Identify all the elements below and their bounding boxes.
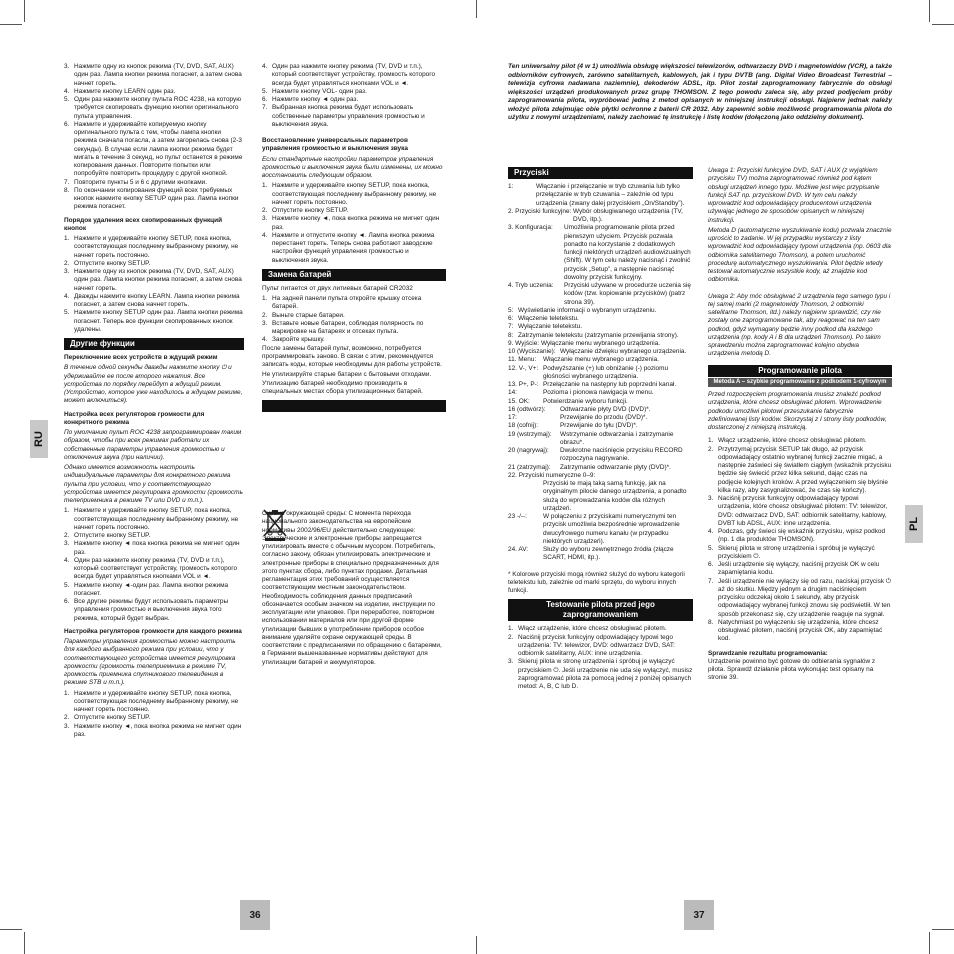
list-item: 5: Wyświetlanie informacji o wybranym urządzeniu. xyxy=(508,306,657,314)
list-item: 5. Один раз нажмите кнопку пульта ROC 4238, на которую требуется скопировать функцию кнопки оригинального пульта управления. xyxy=(64,96,242,120)
list-item: 2. Отпустите кнопку SETUP. xyxy=(64,532,151,539)
list-item: 1. Нажмите и удерживайте кнопку SETUP, пока кнопка, соответствующая последнему выбранному режиму, не начнет гореть постоянно. xyxy=(64,235,239,259)
intro-paragraph: Ten uniwersalny pilot (4 w 1) umożliwia obsługę większości telewizorów, odtwarzaczy DVD i magnetowidów (VCR), a także odbiorników cyfrowych, zarówno satelitarnych, kablowych, jak i typu DVTB (ang. Digital Video Broadcast Terrestrial – telewizja cyfrowa nadawana naziemnie), dekoderów ADSL, itp. Pilot został zaprogramowany fabrycznie do obsługi większości urządzeń produkowanych przez grupę THOMSON. Z tego powodu zaleca się, aby przed podjęciem próby zaprogramowania pilota, wypróbować jedną z metod opisanych w niniejszej instrukcji obsługi. Najpierw jednak należy włożyć pilota zdejmując obie płytki ochronne z baterii CR 2032. Aby zapewnić sobie możliwość programowania pilota do użytku z nowymi urządzeniami, należy zachować tę instrukcję i listę kodów (dołączoną jako oddzielny dokument). xyxy=(508,63,892,121)
list-item: 15. OK: Potwierdzanie wyboru funkcji. xyxy=(508,397,628,405)
paragraph: Пульт питается от двух литиевых батарей CR2032 xyxy=(262,284,413,292)
list-item: 16 (odtwórz): Odtwarzanie płyty DVD (DVD)*. xyxy=(508,405,651,413)
list-item: 4. Нажмите кнопку LEARN один раз. xyxy=(64,87,176,95)
list-item: 1. Włącz urządzenie, które chcesz obsługiwać pilotem. xyxy=(708,437,867,445)
list-item: 8. По окончании копирования функций всех требуемых кнопок нажмите кнопку SETUP один раз. Лампа кнопки режима погаснет. xyxy=(64,186,239,211)
list-item: 10 (Wyciszanie): Wyłączanie dźwięku wybranego urządzenia. xyxy=(508,348,687,355)
section-header-blank xyxy=(262,400,446,412)
crop-mark xyxy=(0,24,22,25)
paragraph: Если стандартные настройки параметров управления громкостью и выключения звука были изменены, их можно восстановить следующим образом. xyxy=(262,155,443,179)
list-item: 4. Закройте крышку. xyxy=(262,336,325,344)
page-number-left: 36 xyxy=(240,900,270,930)
crop-mark xyxy=(932,24,954,25)
section-header-test: Testowanie pilota przed jego zaprogramowaniem xyxy=(508,599,693,621)
column-pl-2 xyxy=(708,167,892,685)
list-item: 9. Wyjście: Wyłączanie menu wybranego urządzenia. xyxy=(508,339,661,347)
heading-volume-all: Настройка всех регуляторов громкости для конкретного режима xyxy=(64,410,205,426)
list-item: 2. Отпустите кнопку SETUP. xyxy=(64,259,151,267)
language-tab-pl: PL xyxy=(905,505,923,543)
list-item: 6. Jeśli urządzenie się wyłączy, naciśnij przycisk OK w celu zapamiętania kodu. xyxy=(708,561,880,577)
list-item: 8: Zatrzymanie teletekstu (zatrzymanie przewijania strony). xyxy=(508,331,679,339)
list-item: 1. Нажмите и удерживайте кнопку SETUP, пока кнопка, соответствующая последнему выбранному режиму, не начнет гореть постоянно. xyxy=(64,689,239,713)
list-item: 7. Повторите пункты 5 и 6 с другими кнопками. xyxy=(64,178,208,186)
heading-delete: Порядок удаления всех скопированных функций кнопок xyxy=(64,216,223,232)
list-item: 3. Naciśnij przycisk funkcyjny odpowiadający typowi urządzenia, które chcesz obsługiwać pilotem: TV: telewizor, DVD: odtwarzacz DVD, SAT: odbiornik satelitarny, kablowy, DVBT lub ADSL, AUX: inne urządzenia. xyxy=(708,495,888,527)
paragraph: По умолчанию пульт ROC 4238 запрограммирован таким образом, чтобы при всех режимах работали их собственные параметры управления громкостью и отключения звука (при наличии). xyxy=(64,429,242,461)
paragraph: Przed rozpoczęciem programowania musisz znaleźć podkod urządzenia, które chcesz obsługiwać pilotem. Wprowadzenie podkodu umożliwi pilotowi przeszukanie fabrycznie zdefiniowanej listy kodów. Skorzystaj z I strony listy podkodów, dostarczonej z niniejszą instrukcją. xyxy=(708,391,887,431)
list-item: 2. Отпустите кнопку SETUP. xyxy=(262,207,349,214)
crop-mark xyxy=(476,936,477,954)
list-item: 3. Konfiguracja: Umożliwia programowanie pilota przed pierwszym użyciem. Przycisk pozwala ponadto na korzystanie z dodatkowych funkcji niektórych urządzeń audiowizualnych (Shift). W tym celu należy nacisnąć i zwolnić przycisk „Setup”, a następnie nacisnąć dowolny przycisk funkcyjny. xyxy=(508,224,691,281)
list-item: 5. Нажмите кнопку VOL- один раз. xyxy=(262,87,367,95)
list-item: 1. Нажмите и удерживайте кнопку SETUP, пока кнопка, соответствующая последнему выбранному режиму, не начнет гореть постоянно. xyxy=(64,507,239,531)
crop-mark xyxy=(476,0,477,18)
list-item: 1. На задней панели пульта откройте крышку отсека батарей. xyxy=(262,295,422,311)
crop-mark xyxy=(24,0,25,22)
language-tab-ru: RU xyxy=(30,420,48,458)
note: Uwaga 2: Aby móc obsługiwać 2 urządzenia tego samego typu i tej samej marki (2 magnetowidy Thomson, 2 odbiorniki satelitarne Thomson, itd.) należy najpierw sprawdzić, czy nie zostały one zaprogramowane tak, aby reagować na ten sam podkod, gdyż wymagany będzie inny podkod dla każdego urządzenia (np. kody A i B dla urządzeń Thomson). Po takim sprawdzeniu można zaprogramować kolejno obydwa urządzenia metodą D. xyxy=(708,292,891,358)
footnote: * Kolorowe przyciski mogą również służyć do wyboru kategorii teletekstu lub, zależnie od marki sprzętu, do wyboru innych funkcji. xyxy=(508,570,685,594)
list-item: 3. Нажмите кнопку ◄ пока кнопка режима не мигнет один раз. xyxy=(64,540,240,556)
list-item: 7. Jeśli urządzenie nie wyłączy się od razu, naciskaj przycisk ⏻ aż do skutku. Między jednym a drugim naciśnięciem przycisku odczekaj około 1 sekundy, aby przycisk odpowiadający wybranej funkcji znowu się podświetlił. W ten sposób przekonasz się, czy urządzenie reaguje na sygnał. xyxy=(708,577,891,618)
section-header-buttons: Przyciski xyxy=(508,167,693,179)
list-item: 3. Нажмите кнопку ◄, пока кнопка режима не мигнет один раз. xyxy=(64,722,242,738)
list-item: 4. Нажмите и отпустите кнопку ◄. Лампа кнопка режима перестанет гореть. Теперь снова работают заводские настройки функций управления громкостью и выключения звука. xyxy=(262,231,435,264)
heading-check: Sprawdzanie rezultatu programowania: xyxy=(708,649,828,657)
page-number-right: 37 xyxy=(684,900,714,930)
column-ru-2 xyxy=(262,63,446,416)
heading-standby: Переключение всех устройств в ждущий режим xyxy=(64,354,218,361)
list-item: 4. Один раз нажмите кнопку режима (TV, DVD и т.п.), который соответствует устройству, громкость которого всегда будет управляться кнопками VOL и ◄. xyxy=(64,556,238,581)
list-item: 1: Włączanie i przełączanie w tryb czuwania lub tylko przełączanie w tryb czuwania – zależnie od typu urządzenia (zwany dalej przyciskiem „On/Standby”). xyxy=(508,183,685,207)
list-item: 3. Нажмите кнопку ◄, пока кнопка режима не мигнет один раз. xyxy=(262,215,440,231)
list-item: 4. Tryb uczenia: Przyciski używane w procedurze uczenia się kodów (tzw. kopiowanie przycisków) (patrz strona 39). xyxy=(508,282,692,306)
list-item: 7. Выбранная кнопка режима будет использовать собственные параметры управления громкостью и выключения звука. xyxy=(262,104,425,128)
list-item: 8. Natychmiast po wyłączeniu się urządzenia, które chcesz obsługiwać pilotem, naciśnij przycisk OK, aby zapamiętać kod. xyxy=(708,618,883,643)
paragraph: В течение одной секунды дважды нажмите кнопку ⏻ и удерживайте ее после второго нажатия. Все устройства по порядку перейдут в ждущий режим. (Устройство, которое уже находилось в ждущем режиме, может включиться). xyxy=(64,364,243,405)
list-item: 2. Przytrzymaj przycisk SETUP tak długo, aż przycisk odpowiadający ostatnio wybranej funkcji zacznie migać, a następnie zaświeci się światłem ciągłym (wskaźnik przycisku będzie się świecić przez kilka sekund, dając czas na podjęcie kolejnych kroków. A przed wyłączeniem się błyśnie kilka razy, aby zasygnalizować, że czas się kończy). xyxy=(708,445,892,494)
list-item: 3. Нажмите одну из кнопок режима (TV, DVD, SAT, AUX) один раз. Лампа кнопки режима погаснет, а затем снова начнет гореть. xyxy=(64,268,242,292)
heading-volume-each: Настройка регуляторов громкости для каждого режима xyxy=(64,627,242,635)
list-item: 1. Нажмите и удерживайте кнопку SETUP, пока кнопка, соответствующая последнему выбранному режиму, не начнет гореть постоянно. xyxy=(262,182,437,206)
list-item: 4. Podczas, gdy świeci się wskaźnik przycisku, wpisz podkod (np. 1 dla produktów THOMSON). xyxy=(708,528,886,544)
list-item: 6: Włączenie teletekstu. xyxy=(508,315,579,322)
note: Uwaga 1: Przyciski funkcyjne DVD, SAT i AUX (z wyjątkiem przycisku TV) można zaprogramować również pod kątem obsługi urządzeń innego typu. Możliwe jest więc przypisanie funkcji SAT np. przyciskowi DVD. W tym celu należy wprowadzić kod odpowiadający producentowi urządzenia używając jednego ze sposobów opisanych w niniejszej instrukcji. xyxy=(708,167,880,224)
crop-mark xyxy=(929,932,930,954)
column-ru-1 xyxy=(64,63,244,739)
list-item: 2. Отпустите кнопку SETUP. xyxy=(64,714,151,722)
paragraph: Urządzenie powinno być gotowe do odbierania sygnałów z pilota. Sprawdź działanie pilota wykonując test opisany na stronie 39. xyxy=(708,657,876,682)
crop-mark xyxy=(932,929,954,930)
list-item: 2. Naciśnij przycisk funkcyjny odpowiadający typowi tego urządzenia: TV: telewizor, DVD: odtwarzacz DVD, SAT: odbiornik satelitarny, AUX: inne urządzenia. xyxy=(508,633,675,657)
list-item: 12. V-, V+: Podwyższanie (+) lub obniżanie (-) poziomu głośności wybranego urządzenia. xyxy=(508,364,669,380)
list-item: 4. Дважды нажмите кнопку LEARN. Лампа кнопки режима погаснет, а затем снова начнет гореть. xyxy=(64,292,240,308)
paragraph: После замены батарей пульт, возможно, потребуется программировать заново. В связи с этим, рекомендуется записать коды, которые необходимы для работы устройств. xyxy=(262,344,442,368)
note: Metoda D (automatyczne wyszukiwanie kodu) pozwala znacznie uprościć to zadanie. W jej przypadku wystarczy z listy wprowadzić kod odpowiadający typowi urządzenia (np. 0603 dla odbiornika satelitarnego Thomson), a potem uruchomić procedurę automatycznego wyszukiwania. Pilot będzie wtedy testował automatycznie wszystkie kody, aż znajdzie kod odbiornika. xyxy=(708,226,892,284)
column-pl-1 xyxy=(508,167,693,691)
list-item: 13. P+, P-: Przełączanie na następny lub poprzedni kanał. xyxy=(508,381,677,388)
list-item: 3. Вставьте новые батареи, соблюдая полярность по маркировке на батареях и отсеках пульта. xyxy=(262,319,424,335)
list-item: 6. Нажмите кнопку ◄ один раз. xyxy=(262,96,359,103)
crop-mark xyxy=(929,0,930,22)
list-item: 23 -/--: W połączeniu z przyciskami numerycznymi ten przycisk umożliwia bezpośrednie wprowadzenie dwucyfrowego numeru kanału (w przypadku niektórych urządzeń). xyxy=(508,513,680,545)
paragraph: Не утилизируйте старые батареи с бытовыми отходами. Утилизацию батарей необходимо производить в специальных местах сбора утилизационных батарей. xyxy=(262,371,432,395)
list-item: 18 (cofnij): Przewijanie do tyłu (DVD)*. xyxy=(508,422,638,430)
list-item: 5. Нажмите кнопку ◄-один раз. Лампа кнопки режима погаснет. xyxy=(64,581,229,597)
list-item: 2. Przyciski funkcyjne: Wybór obsługiwanego urządzenia (TV, DVD, itp.). xyxy=(508,207,683,223)
subheader-method-a: Metoda A – szybkie programowanie z podkodem 1-cyfrowym xyxy=(708,378,892,388)
list-item: 6. Нажмите и удерживайте копируемую кнопку оригинального пульта с тем, чтобы лампа кнопки режима сначала погасла, а затем загорелась снова (2-3 секунды). В случае если лампа кнопки режима будет мигать в течение 3 секунд, но пульт останется в режиме копирования данных. Повторите попытки или попробуйте повторить процедуру с другой кнопкой. xyxy=(64,120,243,178)
list-item: 3. Skieruj pilota w stronę urządzenia i spróbuj je wyłączyć przyciskiem ⏻. Jeśli urządzenie nie uda się wyłączyć, musisz zaprogramować pilota za pomocą jednej z poniżej opisanych metod: A, B, C lub D. xyxy=(508,658,693,690)
section-header-other: Другие функции xyxy=(64,338,244,350)
list-item: 19 (wstrzymaj): Wstrzymanie odtwarzania i zatrzymanie obrazu*. xyxy=(508,430,674,446)
paragraph: Однако имеется возможность настроить индивидуальные параметры для конкретного режима пульта при условии, что у соответствующего устройства имеется регулировка громкости (громкость телеприемника в режиме TV или DVD и т.п.). xyxy=(64,464,243,504)
list-item: 17: Przewijanie do przodu (DVD)*. xyxy=(508,414,648,421)
list-item: 22. Przyciski numeryczne 0–9: Przyciski te mają taką samą funkcję, jak na oryginalnym pilocie danego urządzenia, a ponadto służą do wprowadzania kodów dla różnych urządzeń. xyxy=(508,471,687,512)
list-item: 7: Wyłączanie teletekstu. xyxy=(508,323,582,331)
list-item: 20 (nagrywaj): Dwukrotne naciśnięcie przycisku RECORD rozpoczyna nagrywanie. xyxy=(508,447,683,463)
section-header-programming: Programowanie pilota xyxy=(708,365,892,377)
environment-text: Охрана окружающей среды: С момента перехода национального законодательства на европейские нормативы 2002/96/EU действительно следующее: Электрические и электронные приборы запрещается утилизировать вместе с обычным мусором. Потребитель, согласно закону, обязан утилизировать электрические и электронные приборы в специально предназначенных для этого пунктах сбора, либо пунктах продажи. Детальная регламентация этих требований осуществляется соответствующим местным законодательством. Необходимость соблюдения данных предписаний обозначается особым значком на изделии, инструкции по эксплуатации или упаковке. При переработке, повторном использовании материалов или при другой форме утилизации бывших в употреблении приборов особое внимание уделяйте охране окружающей среды. В соответствии с предписаниями по обращению с батареями, в Германии вышеназванные нормативы действуют для утилизации батарей и аккумуляторов. xyxy=(262,510,442,666)
list-item: 5. Skieruj pilota w stronę urządzenia i spróbuj je wyłączyć przyciskiem ⏻. xyxy=(708,544,875,560)
list-item: 6. Все другие режимы будут использовать параметры управления громкостью и выключения звука того режима, который будет выбран. xyxy=(64,598,229,622)
list-item: 2. Выньте старые батареи. xyxy=(262,311,345,319)
list-item: 24. AV: Służy do wyboru zewnętrznego źródła (złącze SCART, HDMI, itp.). xyxy=(508,546,674,562)
list-item: 21 (zatrzymaj): Zatrzymanie odtwarzanie płyty (DVD)*. xyxy=(508,463,671,471)
list-item: 14: Pozioma i pionowa nawigacja w menu. xyxy=(508,389,654,397)
heading-restore: Восстановление универсальных параметров управления громкостью и выключения звука xyxy=(262,137,408,153)
list-item: 4. Один раз нажмите кнопку режима (TV, DVD и т.п.), который соответствует устройству, громкость которого всегда будет управляться кнопками VOL и ◄. xyxy=(262,63,436,87)
list-item: 3. Нажмите одну из кнопок режима (TV, DVD, SAT, AUX) один раз. Лампа кнопки режима погаснет, а затем снова начнет гореть. xyxy=(64,63,242,87)
list-item: 11. Menu: Włączanie menu wybranego urządzenia. xyxy=(508,356,659,364)
list-item: 1. Włącz urządzenie, które chcesz obsługiwać pilotem. xyxy=(508,625,667,633)
crop-mark xyxy=(24,932,25,954)
paragraph: Параметры управления громкостью можно настроить для каждого выбранного режима при условии, что у соответствующего устройства имеется регулировка громкости (громкость телеприемника в режиме TV, громкость приемника спутникового телевидения в режиме STB и т.п.). xyxy=(64,638,236,687)
crop-mark xyxy=(0,929,22,930)
section-header-battery: Замена батарей xyxy=(262,269,446,281)
list-item: 5. Нажмите кнопку SETUP один раз. Лампа кнопки режима погаснет. Теперь все функции скопированных кнопок удалены. xyxy=(64,309,243,333)
